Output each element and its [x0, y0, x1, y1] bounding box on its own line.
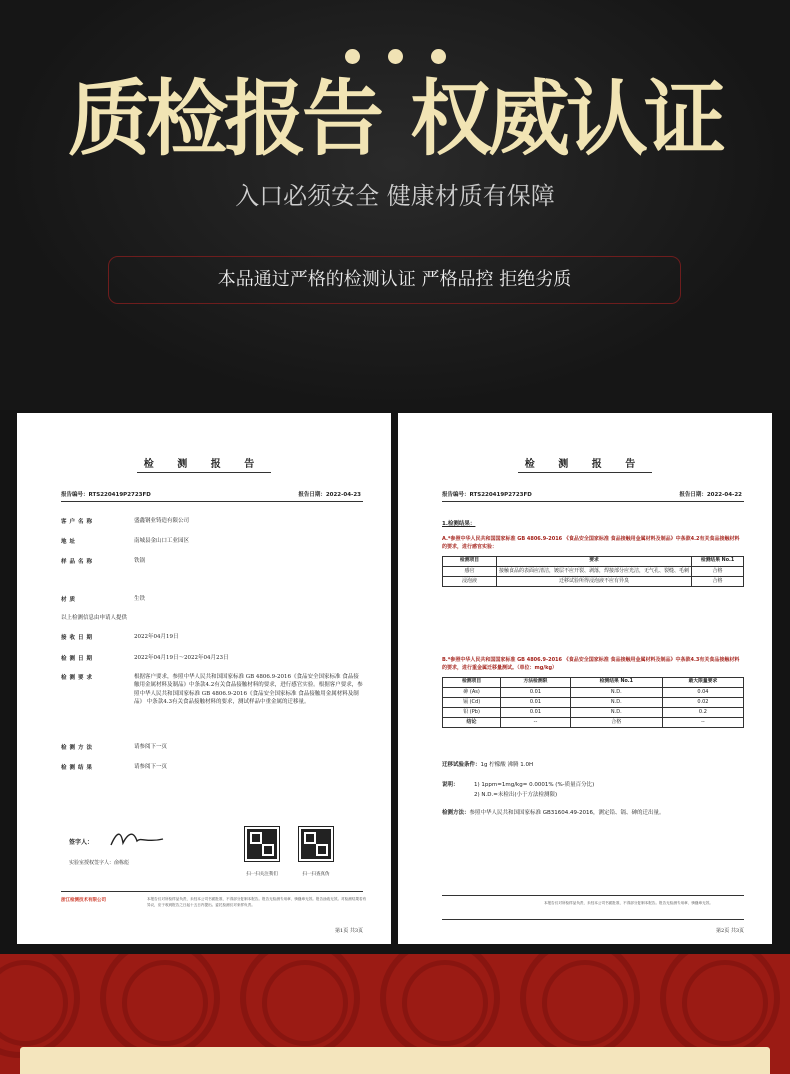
- hero-subtitle: 入口必须安全 健康材质有保障: [235, 182, 555, 210]
- page-number: 第2页 共3页: [716, 928, 744, 934]
- table-cell: 合格: [692, 576, 744, 586]
- signer-caption: 实验室授权签字人：俞栋彪: [69, 860, 130, 866]
- note-line: 1) 1ppm=1mg/kg= 0.0001% (%-质量百分比): [474, 782, 595, 788]
- cream-card: [20, 1047, 770, 1074]
- notes-title: 说明：: [442, 782, 459, 788]
- field-value: 盛鑫钢业铸造有限公司: [134, 518, 190, 524]
- title-right: 权威认证: [410, 71, 723, 167]
- table-cell: 迁移试验所得浸泡液不应有异臭: [497, 576, 692, 586]
- field-label: 样品名称: [61, 559, 96, 565]
- ring-pattern: [380, 954, 500, 1058]
- qr-label: 扫一扫关注我们: [246, 872, 278, 877]
- standard-a: A.*参照中华人民共和国国家标准 GB 4806.9-2016 《食品安全国家标准 食品接触用金属材料及制品》中条款4.2有关食品接触材料的要求，进行感官实验：: [442, 536, 740, 550]
- field-label: 客户名称: [61, 519, 96, 525]
- table-cell: 铅 (Pb): [443, 707, 501, 717]
- table-row: [443, 687, 744, 697]
- field-label: 检测方法: [61, 745, 96, 751]
- table-cell: 镉 (Cd): [443, 697, 501, 707]
- table-cell: --: [662, 717, 743, 727]
- qr-code-verify[interactable]: [299, 827, 333, 861]
- field-value: 南城县金山口工业园区: [134, 538, 190, 544]
- note-line: 2) N.D.=未检出(小于方法检测限): [474, 792, 558, 798]
- test-method: [442, 809, 744, 817]
- table-cell: 感官: [443, 566, 497, 576]
- table-row: [443, 707, 744, 717]
- migration-conditions: [442, 761, 744, 769]
- table-header-row: [443, 557, 744, 567]
- table-cell: 0.01: [501, 707, 571, 717]
- field-value: 生铁: [134, 596, 146, 602]
- report-page-1: [17, 413, 391, 944]
- field-label: 检测结果: [61, 765, 96, 771]
- disclaimer: 本报告仅对所检样品负责，未经本公司书面批准，不得部分复制本报告。报告无检测专用章、骑缝章无效。: [544, 901, 713, 905]
- table-cell: N.D.: [570, 687, 662, 697]
- ring-pattern: [100, 954, 220, 1058]
- table-header-row: [443, 678, 744, 688]
- qr-code-follow[interactable]: [245, 827, 279, 861]
- report-number: 报告编号：RTS220419P2723FD: [442, 492, 532, 498]
- title-left: 质检报告: [67, 71, 380, 167]
- table-row: [443, 576, 744, 586]
- table-cell: N.D.: [570, 697, 662, 707]
- standard-b: B.*参照中华人民共和国国家标准 GB 4806.9-2016 《食品安全国家标准 食品接触用金属材料及制品》中条款4.3有关食品接触材料的要求，进行重金属迁移量测试。（单位：mg/kg）: [442, 657, 740, 671]
- table-row: [443, 566, 744, 576]
- disclaimer: 本报告仅对所检样品负责，未经本公司书面批准，不得部分复制本报告。报告无检测专用章、骑缝章无效。报告涂改无效。对检测结果若有异议，应于收到报告之日起十五日内提出。委托检测仅对来样负责。: [147, 897, 367, 907]
- table-header: 方法检测限: [501, 678, 571, 688]
- table-header: 最大限量要求: [662, 678, 743, 688]
- table-header: 检测结果 No.1: [570, 678, 662, 688]
- report-date: 报告日期：2022-04-22: [679, 492, 742, 498]
- qr-label: 扫一扫查真伪: [302, 872, 330, 877]
- field-label: 接收日期: [61, 635, 96, 641]
- ring-pattern: [660, 954, 780, 1058]
- report-date: 报告日期：2022-04-23: [298, 492, 361, 498]
- table-row: [443, 697, 744, 707]
- sensory-table: [442, 556, 744, 587]
- field-label: 地址: [61, 539, 79, 545]
- table-cell: 0.04: [662, 687, 743, 697]
- field-label: 检测要求: [61, 675, 96, 681]
- method-label: 检测方法：: [442, 810, 470, 816]
- table-cell: 浸泡液: [443, 576, 497, 586]
- field-label: 材质: [61, 597, 79, 603]
- doc-title: 检 测 报 告: [524, 459, 646, 470]
- table-cell: 合格: [692, 566, 744, 576]
- report-page-2: [398, 413, 772, 944]
- migration-label: 迁移试验条件：: [442, 762, 481, 768]
- company-stamp: 浙江检测技术有限公司: [61, 898, 106, 903]
- section-title: 1.检测结果：: [442, 521, 476, 527]
- hero-title: [0, 62, 790, 177]
- field-value: 2022年04月19日: [134, 634, 179, 640]
- field-label: 检测日期: [61, 656, 96, 662]
- table-cell: 砷 (As): [443, 687, 501, 697]
- table-cell: 0.01: [501, 697, 571, 707]
- report-number: 报告编号：RTS220419P2723FD: [61, 492, 151, 498]
- field-value: 请参阅下一页: [134, 744, 168, 750]
- quality-banner: 本品通过严格的检测认证 严格品控 拒绝劣质: [108, 256, 681, 304]
- table-cell: 0.2: [662, 707, 743, 717]
- table-cell: 结论: [443, 717, 501, 727]
- table-header: 要求: [497, 557, 692, 567]
- migration-value: 1g 柠檬酸 沸腾 1.0H: [480, 762, 534, 768]
- heavy-metal-table: [442, 677, 744, 728]
- page-number: 第1页 共3页: [335, 928, 363, 934]
- ring-pattern: [0, 954, 80, 1058]
- table-header: 检测项目: [443, 557, 497, 567]
- doc-title: 检 测 报 告: [143, 459, 265, 470]
- info-note: 以上检测信息由申请人提供: [61, 615, 128, 621]
- signature-scribble: [107, 827, 167, 851]
- ring-pattern: [520, 954, 640, 1058]
- table-header: 检测项目: [443, 678, 501, 688]
- signer-label: 签字人：: [69, 839, 94, 846]
- table-cell: 接触食品的表面应清洁，镀层不应开裂、剥落，焊接部分应光洁，无气孔、裂缝、毛刺: [497, 566, 692, 576]
- table-cell: N.D.: [570, 707, 662, 717]
- table-cell: 合格: [570, 717, 662, 727]
- method-value: 参照中华人民共和国国家标准 GB31604.49-2016，测定铅、镉、砷的迁出量。: [469, 810, 665, 816]
- table-row: [443, 717, 744, 727]
- table-header: 检测结果 No.1: [692, 557, 744, 567]
- table-cell: --: [501, 717, 571, 727]
- requirement-text: 根据客户要求，参照中华人民共和国国家标准 GB 4806.9-2016《食品安全国家标准 食品接触用金属材料及制品》中条款4.2有关食品接触材料的要求，进行感官实验。根据客户要求，参照中华人民共和国国家标准 GB 4806.9-2016《食品安全国家标准 食品接触用金属材料及制品》 中条款4.3有关食品接触材料的要求，测试样品中重金属的迁移量。: [134, 674, 363, 705]
- field-value: 2022年04月19日～2022年04月23日: [134, 655, 229, 661]
- table-cell: 0.02: [662, 697, 743, 707]
- ring-pattern: [240, 954, 360, 1058]
- field-value: 请参阅下一页: [134, 764, 168, 770]
- hero-section: [0, 0, 790, 410]
- table-cell: 0.01: [501, 687, 571, 697]
- field-value: 铁锅: [134, 558, 146, 564]
